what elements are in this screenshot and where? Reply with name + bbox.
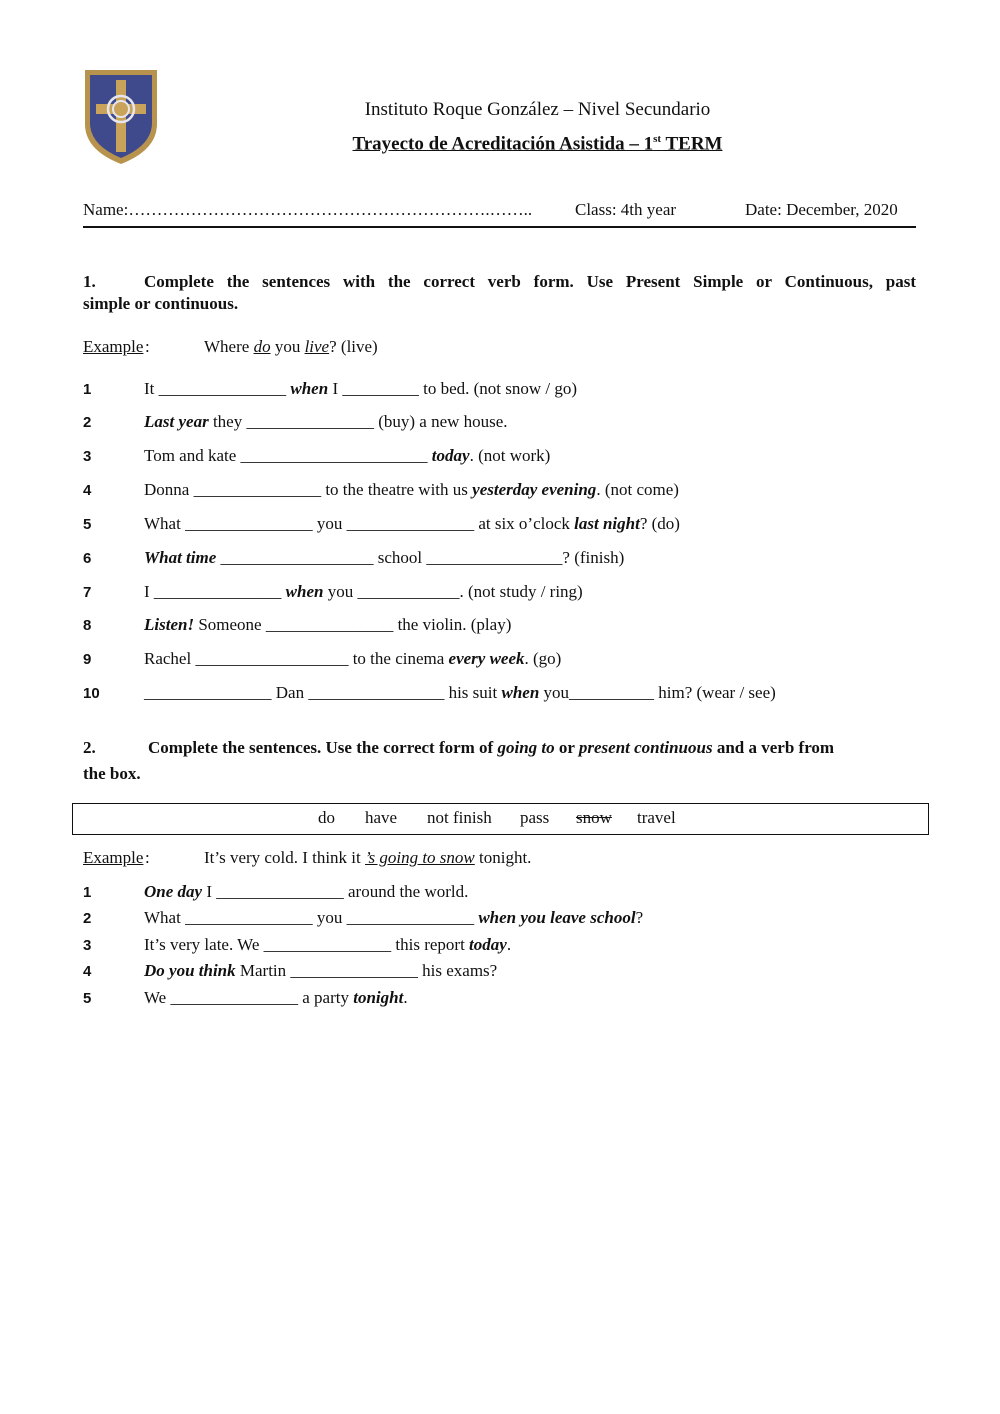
word-not-finish: not finish [427,808,492,827]
document-title: Trayecto de Acreditación Asistida – 1st TERM [352,133,723,155]
item-number: 3 [83,448,92,465]
item-number: 2 [83,910,92,927]
class-field: Class: 4th year [575,200,677,219]
date-field: Date: December, 2020 [745,200,898,219]
exercise-sentence: One day I _______________ around the world. [144,882,469,901]
exercise-sentence: Rachel __________________ to the cinema every week. (go) [144,649,562,668]
item-number: 4 [83,482,92,499]
exercise-sentence: Listen! Someone _______________ the violin. (play) [144,615,512,634]
item-number: 6 [83,550,92,567]
exercise-sentence: It’s very late. We _______________ this report today. [144,935,512,954]
item-number: 1 [83,381,92,398]
word-travel: travel [637,808,676,827]
exercise-1-example: Where do you live? (live) [204,337,378,356]
exercise-2-example: It’s very cold. I think it ’s going to snow tonight. [204,848,532,867]
exercise-sentence: I _______________ when you ____________. (not study / ring) [144,582,583,601]
item-number: 8 [83,617,92,634]
exercise-1-example-label: Example [83,337,144,356]
item-number: 7 [83,584,92,601]
word-pass: pass [520,808,550,827]
exercise-2-instruction: 2. Complete the sentences. Use the correct form of going to or present continuous and a verb from the box. [83,738,835,783]
item-number: 4 [83,963,92,980]
exercise-sentence: Tom and kate ______________________ today. (not work) [144,446,551,465]
word-do: do [318,808,335,827]
exercise-sentence: Last year they _______________ (buy) a new house. [144,412,508,431]
student-info-bar [83,200,916,228]
word-snow-struck: snow [576,808,612,827]
item-number: 5 [83,516,92,533]
item-number: 1 [83,884,92,901]
exercise-sentence: We _______________ a party tonight. [144,988,408,1007]
item-number: 10 [83,685,100,702]
exercise-sentence: Donna _______________ to the theatre with us yesterday evening. (not come) [144,480,679,499]
word-have: have [365,808,398,827]
exercise-2-example-label: Example [83,848,144,867]
exercise-sentence: What _______________ you _______________ at six o’clock last night? (do) [144,514,680,533]
exercise-sentence: Do you think Martin _______________ his exams? [144,961,498,980]
item-number: 5 [83,990,92,1007]
name-field: Name:……………………………………………………….…….. [83,200,533,219]
exercise-sentence: _______________ Dan ________________ his suit when you__________ him? (wear / see) [144,683,776,702]
exercise-1-instruction: 1. Complete the sentences with the correct verb form. Use Present Simple or Continuous, past simple or continuous. [83,272,916,313]
exercise-sentence: What _______________ you _______________ when you leave school? [144,908,644,927]
item-number: 2 [83,414,92,431]
item-number: 3 [83,937,92,954]
word-box [72,803,929,835]
exercise-sentence: What time __________________ school ________________? (finish) [144,548,625,567]
exercise-sentence: It _______________ when I _________ to bed. (not snow / go) [144,379,578,398]
school-name: Instituto Roque González – Nivel Secundario [364,99,711,120]
item-number: 9 [83,651,92,668]
